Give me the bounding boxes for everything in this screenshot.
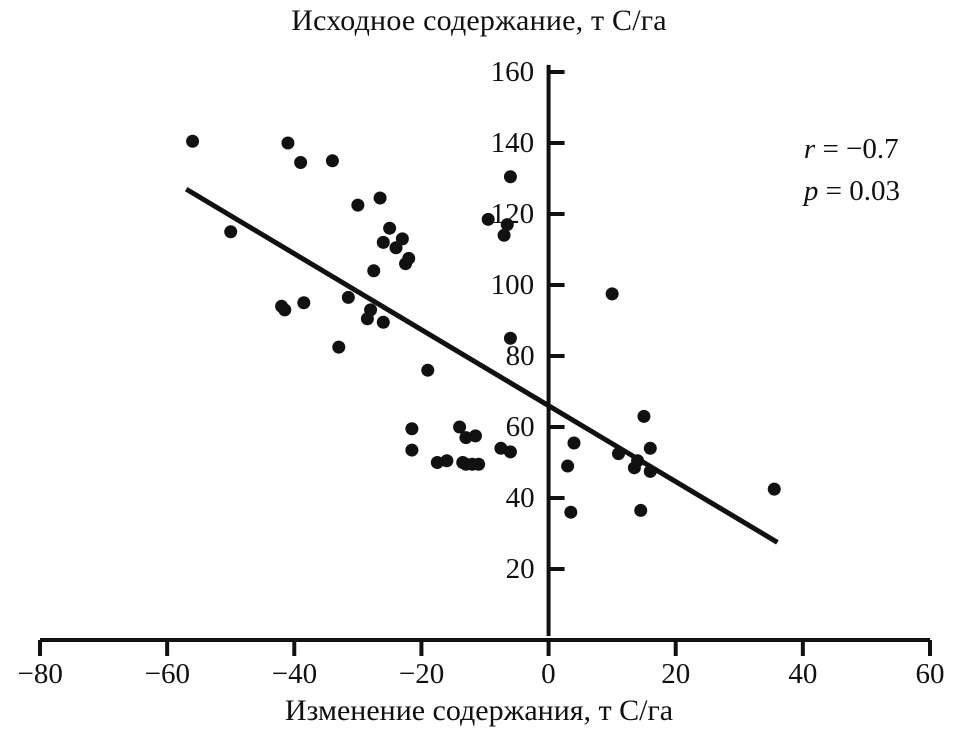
pvalue-annotation xyxy=(804,170,900,212)
data-point xyxy=(351,199,364,212)
x-tick-label: 20 xyxy=(661,658,691,690)
data-point xyxy=(561,460,574,473)
data-point xyxy=(644,442,657,455)
data-points xyxy=(186,135,781,519)
data-point xyxy=(374,192,387,205)
y-tick-label: 60 xyxy=(505,410,535,443)
data-point xyxy=(568,436,581,449)
correlation-operator: = xyxy=(815,133,847,165)
data-point xyxy=(472,458,485,471)
x-tick-label: −20 xyxy=(398,658,445,690)
trendline-segment xyxy=(186,189,777,542)
pvalue-value: 0.03 xyxy=(849,175,900,207)
data-point xyxy=(405,422,418,435)
correlation-symbol: r xyxy=(803,133,816,165)
y-tick-label: 40 xyxy=(505,481,535,514)
y-tick-label: 20 xyxy=(505,552,535,585)
data-point xyxy=(564,506,577,519)
x-tick-label: 60 xyxy=(915,658,945,690)
pvalue-operator: = xyxy=(818,175,850,207)
data-point xyxy=(469,429,482,442)
data-point xyxy=(186,135,199,148)
data-point xyxy=(405,444,418,457)
data-point xyxy=(364,303,377,316)
data-point xyxy=(504,170,517,183)
data-point xyxy=(612,447,625,460)
data-point xyxy=(634,504,647,517)
y-tick-label: 160 xyxy=(490,55,535,88)
data-point xyxy=(332,341,345,354)
data-point xyxy=(402,252,415,265)
data-point xyxy=(281,137,294,150)
data-point xyxy=(606,287,619,300)
data-point xyxy=(631,454,644,467)
data-point xyxy=(644,465,657,478)
chart-title: Исходное содержание, т С/га xyxy=(291,4,667,37)
data-point xyxy=(278,303,291,316)
y-tick-label: 100 xyxy=(490,268,535,301)
x-tick-label: −60 xyxy=(144,658,190,690)
data-point xyxy=(294,156,307,169)
data-point xyxy=(504,445,517,458)
correlation-value: −0.7 xyxy=(846,133,899,165)
data-point xyxy=(297,296,310,309)
x-axis-title: Изменение содержания, т С/га xyxy=(284,694,674,727)
data-point xyxy=(377,316,390,329)
y-tick-label: 120 xyxy=(490,197,535,230)
data-point xyxy=(637,410,650,423)
axes xyxy=(40,65,930,656)
y-tick-label: 140 xyxy=(490,126,535,159)
trendline xyxy=(186,189,777,542)
data-point xyxy=(383,222,396,235)
data-point xyxy=(326,154,339,167)
y-tick-label: 80 xyxy=(505,339,535,372)
x-tick-label: −80 xyxy=(17,658,63,690)
data-point xyxy=(377,236,390,249)
statistics-annotation xyxy=(804,128,900,212)
data-point xyxy=(367,264,380,277)
x-tick-label: 0 xyxy=(541,658,556,690)
data-point xyxy=(421,364,434,377)
x-tick-label: 40 xyxy=(788,658,818,690)
x-tick-label: −40 xyxy=(271,658,318,690)
data-point xyxy=(768,483,781,496)
correlation-annotation xyxy=(804,128,900,170)
data-point xyxy=(342,291,355,304)
pvalue-symbol: p xyxy=(803,175,819,207)
data-point xyxy=(440,454,453,467)
data-point xyxy=(396,232,409,245)
data-point xyxy=(224,225,237,238)
